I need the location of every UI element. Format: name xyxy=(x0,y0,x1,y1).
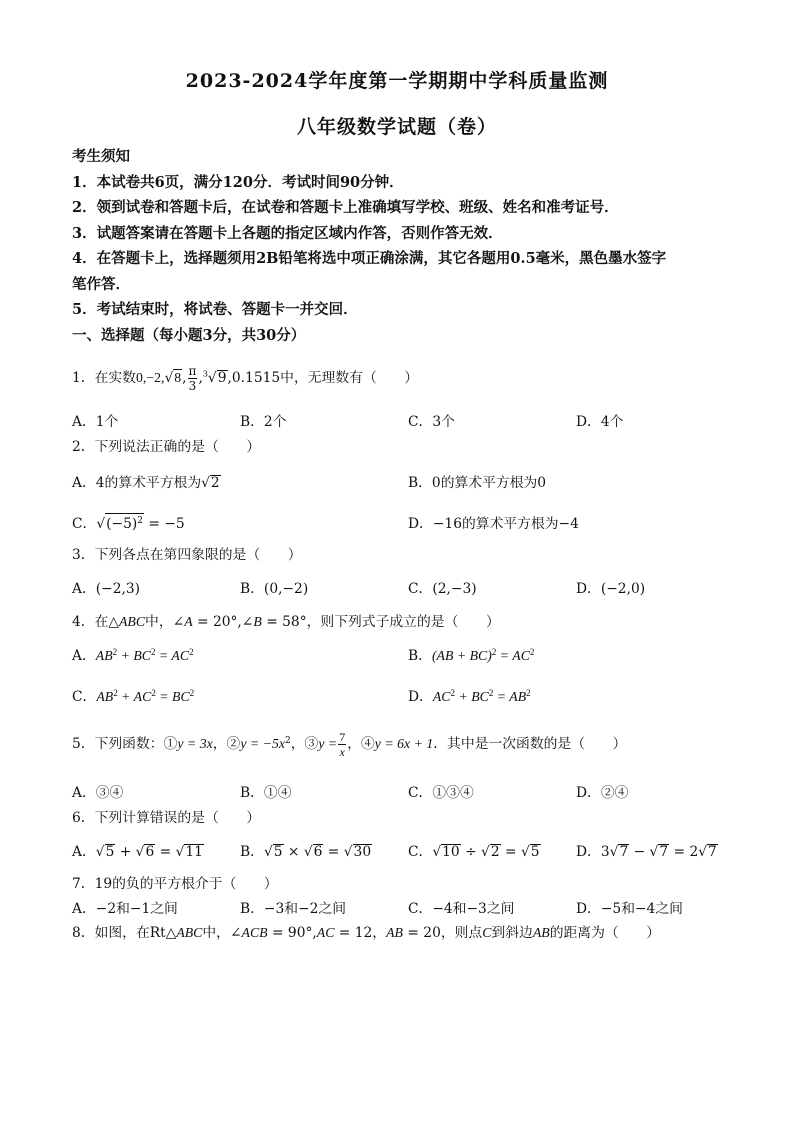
q7-option-c[interactable]: C．−4和−3之间 xyxy=(408,901,515,917)
seven-over-x: $\frac{7}{x}$ xyxy=(339,730,346,759)
q5-option-a[interactable]: A．③④ xyxy=(72,785,124,801)
section-heading: 一、选择题（每小题3分，共30分） xyxy=(72,326,306,344)
notes-item: 3．试题答案请在答题卡上各题的指定区域内作答，否则作答无效． xyxy=(72,224,503,242)
q6-option-d[interactable]: D．3√7 − √7 = 2√7 xyxy=(576,844,717,860)
q2-option-d[interactable]: D．−16的算术平方根为−4 xyxy=(408,516,579,532)
notes-item: 1．本试卷共6页，满分120分．考试时间90分钟． xyxy=(72,173,404,191)
question-5-stem: 5．下列函数：①y = 3x，②y = $-5x^2$，③y = $\frac{7}{x}$ ，④y = 6x + 1．其中是一次函数的是（ ） xyxy=(72,730,627,759)
q4-option-b[interactable]: B．$(AB + BC)^2 = AC^2$ xyxy=(408,647,535,664)
question-2-stem: 2．下列说法正确的是（ ） xyxy=(72,439,261,455)
q2-option-a[interactable]: A．4的算术平方根为√2 xyxy=(72,475,220,491)
notes-item: 4．在答题卡上，选择题须用2B铅笔将选中项正确涂满，其它各题用0.5毫米，黑色墨水签字 xyxy=(72,250,667,267)
q3-option-d[interactable]: D．(−2,0) xyxy=(576,581,646,597)
q7-option-a[interactable]: A．−2和−1之间 xyxy=(72,901,178,917)
q1-option-b[interactable]: B．2个 xyxy=(240,414,287,430)
pi-over-3: $\frac{\pi}{3}$ xyxy=(188,364,197,393)
q4-option-d[interactable]: D．$AC^2 + BC^2 = AB^2$ xyxy=(408,688,531,705)
q6-option-c[interactable]: C．√10 ÷ √2 = √5 xyxy=(408,844,540,860)
question-8-stem: 8．如图，在Rt△ABC中，∠ACB = 90°,AC = 12，AB = 20，则点C到斜边AB的距离为（ ） xyxy=(72,925,661,941)
q5-option-b[interactable]: B．①④ xyxy=(240,785,292,801)
q2-option-c[interactable]: C．$√(-5)^2 = -5$ xyxy=(72,512,185,532)
notes-item: 笔作答． xyxy=(72,275,130,293)
notes-block xyxy=(72,144,666,348)
exam-title: 2023-2024学年度第一学期期中学科质量监测 xyxy=(185,70,609,92)
question-3-stem: 3．下列各点在第四象限的是（ ） xyxy=(72,547,302,563)
question-6-stem: 6．下列计算错误的是（ ） xyxy=(72,810,261,826)
q6-option-b[interactable]: B．√5 × √6 = √30 xyxy=(240,844,372,860)
exam-subtitle: 八年级数学试题（卷） xyxy=(296,116,497,138)
q6-option-a[interactable]: A．√5 + √6 = √11 xyxy=(72,844,203,860)
q1-option-c[interactable]: C．3个 xyxy=(408,414,455,430)
notes-item: 2．领到试卷和答题卡后，在试卷和答题卡上准确填写学校、班级、姓名和准考证号． xyxy=(72,199,619,216)
q2-option-b[interactable]: B．0的算术平方根为0 xyxy=(408,475,547,491)
notes-heading: 考生须知 xyxy=(72,148,130,165)
q5-option-d[interactable]: D．②④ xyxy=(576,785,629,801)
question-7-stem: 7．19的负的平方根介于（ ） xyxy=(72,876,278,892)
q7-option-b[interactable]: B．−3和−2之间 xyxy=(240,901,347,917)
q3-option-a[interactable]: A．(−2,3) xyxy=(72,581,141,597)
q4-option-c[interactable]: C．$AB^2 + AC^2 = BC^2$ xyxy=(72,688,195,705)
q1-option-a[interactable]: A．1个 xyxy=(72,414,119,430)
q3-option-b[interactable]: B．(0,−2) xyxy=(240,581,309,597)
question-4-stem: 4．在△ABC中，∠A = 20°,∠B = 58°，则下列式子成立的是（ ） xyxy=(72,614,500,630)
q5-option-c[interactable]: C．①③④ xyxy=(408,785,474,801)
notes-item: 5．考试结束时，将试卷、答题卡一并交回． xyxy=(72,301,358,318)
q3-option-c[interactable]: C．(2,−3) xyxy=(408,581,477,597)
q7-option-d[interactable]: D．−5和−4之间 xyxy=(576,901,683,917)
question-1-stem: 1．在实数0,−2,√8, $\frac{\pi}{3}$ ,$^3$√9,0.1515中，无理数有（ ） xyxy=(72,364,419,393)
q1-option-d[interactable]: D．4个 xyxy=(576,414,624,430)
q4-option-a[interactable]: A．$AB^2 + BC^2 = AC^2$ xyxy=(72,647,194,664)
